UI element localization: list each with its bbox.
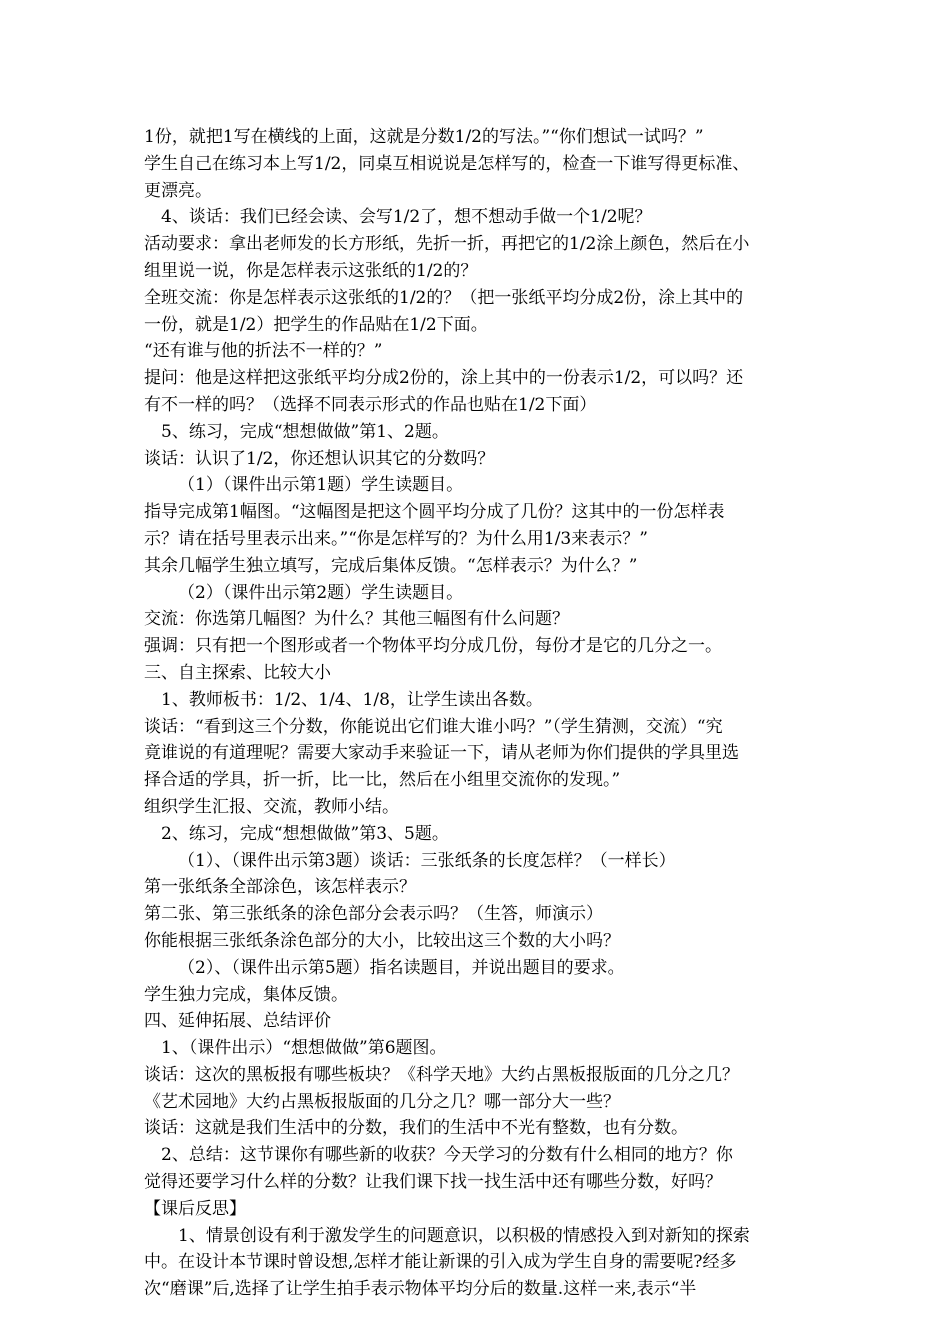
text-line: 5、练习，完成“想想做做”第1、2题。 (161, 421, 449, 442)
text-line: “还有谁与他的折法不一样的？” (144, 341, 383, 362)
text-line: 竟谁说的有道理呢？需要大家动手来验证一下，请从老师为你们提供的学具里选 (144, 743, 739, 764)
section-heading: 三、自主探索、比较大小 (144, 662, 331, 683)
text-line: 中。在设计本节课时曾设想,怎样才能让新课的引入成为学生自身的需要呢?经多 (144, 1252, 737, 1273)
text-line: 组里说一说，你是怎样表示这张纸的1/2的？ (144, 260, 478, 281)
text-line: 全班交流：你是怎样表示这张纸的1/2的？（把一张纸平均分成2份，涂上其中的 (144, 287, 744, 308)
text-line: 择合适的学具，折一折，比一比，然后在小组里交流你的发现。” (144, 770, 621, 791)
section-heading: 四、延伸拓展、总结评价 (144, 1011, 331, 1032)
text-line: 第二张、第三张纸条的涂色部分会表示吗？（生答，师演示） (144, 904, 603, 925)
text-line: （2）（课件出示第2题）学生读题目。 (178, 582, 464, 603)
text-line: 第一张纸条全部涂色，该怎样表示？ (144, 877, 416, 898)
text-line: 1、教师板书：1/2、1/4、1/8，让学生读出各数。 (161, 689, 543, 710)
text-line: 组织学生汇报、交流，教师小结。 (144, 796, 399, 817)
text-line: （1）、（课件出示第3题）谈话：三张纸条的长度怎样？（一样长） (178, 850, 676, 871)
text-line: 交流：你选第几幅图？为什么？其他三幅图有什么问题？ (144, 609, 569, 630)
text-line: 指导完成第1幅图。“这幅图是把这个圆平均分成了几份？这其中的一份怎样表 (144, 502, 725, 523)
text-line: 1、（课件出示）“想想做做”第6题图。 (161, 1038, 447, 1059)
text-line: 有不一样的吗？（选择不同表示形式的作品也贴在1/2下面） (144, 394, 597, 415)
text-line: 2、练习，完成“想想做做”第3、5题。 (161, 823, 449, 844)
section-heading: 【课后反思】 (144, 1198, 246, 1219)
text-line: 谈话：认识了1/2，你还想认识其它的分数吗？ (144, 448, 495, 469)
text-line: 2、总结：这节课你有哪些新的收获？今天学习的分数有什么相同的地方？你 (161, 1145, 733, 1166)
text-line: 1、情景创设有利于激发学生的问题意识，以积极的情感投入到对新知的探索 (178, 1225, 750, 1246)
text-line: 觉得还要学习什么样的分数？让我们课下找一找生活中还有哪些分数，好吗？ (144, 1172, 722, 1193)
text-line: 提问：他是这样把这张纸平均分成2份的，涂上其中的一份表示1/2，可以吗？还 (144, 368, 744, 389)
text-line: 一份，就是1/2）把学生的作品贴在1/2下面。 (144, 314, 488, 335)
text-line: 学生独力完成，集体反馈。 (144, 984, 348, 1005)
text-line: 其余几幅学生独立填写，完成后集体反馈。“怎样表示？为什么？” (144, 555, 638, 576)
text-line: 强调：只有把一个图形或者一个物体平均分成几份，每份才是它的几分之一。 (144, 636, 722, 657)
text-line: 次“磨课”后,选择了让学生拍手表示物体平均分后的数量.这样一来,表示“半 (144, 1279, 697, 1300)
text-line: 更漂亮。 (144, 180, 212, 201)
text-line: 谈话：这次的黑板报有哪些板块？《科学天地》大约占黑板报版面的几分之几？ (144, 1064, 739, 1085)
text-line: 谈话：“看到这三个分数，你能说出它们谁大谁小吗？”（学生猜测，交流）“究 (144, 716, 723, 737)
text-line: 谈话：这就是我们生活中的分数，我们的生活中不光有整数，也有分数。 (144, 1118, 688, 1139)
text-line: 示？请在括号里表示出来。”“你是怎样写的？为什么用1/3来表示？” (144, 528, 648, 549)
text-line: 1份，就把1写在横线的上面，这就是分数1/2的写法。”“你们想试一试吗？” (144, 127, 704, 147)
text-line: （2）、（课件出示第5题）指名读题目，并说出题目的要求。 (178, 957, 625, 978)
text-line: 4、谈话：我们已经会读、会写1/2了，想不想动手做一个1/2呢？ (161, 207, 652, 228)
text-line: （1）（课件出示第1题）学生读题目。 (178, 475, 464, 496)
text-line: 活动要求：拿出老师发的长方形纸，先折一折，再把它的1/2涂上颜色，然后在小 (144, 234, 750, 255)
text-line: 《艺术园地》大约占黑板报版面的几分之几？哪一部分大一些？ (144, 1091, 620, 1112)
document-body (144, 124, 812, 1303)
text-line: 你能根据三张纸条涂色部分的大小，比较出这三个数的大小吗？ (144, 930, 620, 951)
text-line: 学生自己在练习本上写1/2，同桌互相说说是怎样写的，检查一下谁写得更标准、 (144, 153, 750, 174)
